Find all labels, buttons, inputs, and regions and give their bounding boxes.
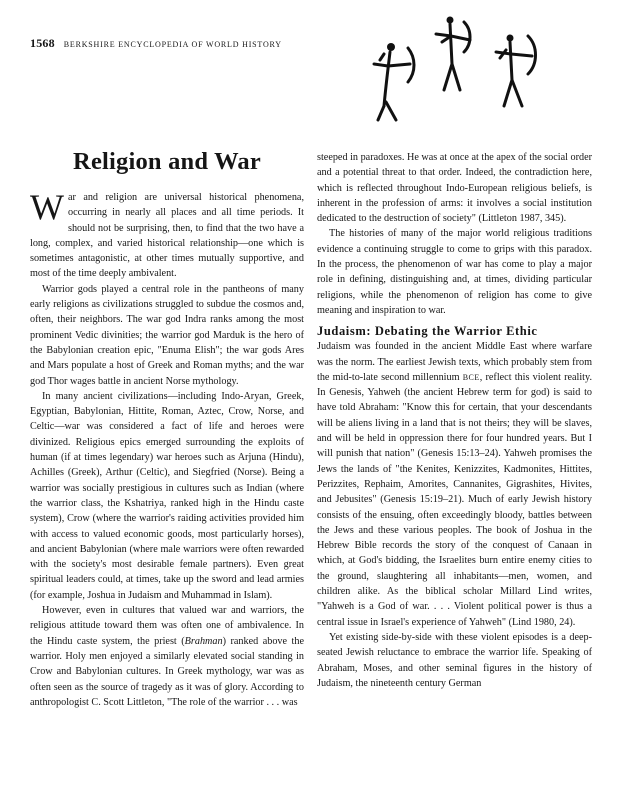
article-title: Religion and War bbox=[73, 148, 261, 175]
drop-cap: W bbox=[30, 187, 64, 227]
body-paragraph: The histories of many of the major world religious traditions evidence a continuing struggle to come to grips with this paradox. In the process, the phenomenon of war has come to play a major role in defining, distinguishing and, at times, dividing particular religions, while the phenomenon of religion has come to give meaning and inspiration to war. bbox=[317, 228, 592, 316]
running-title: BERKSHIRE ENCYCLOPEDIA OF WORLD HISTORY bbox=[63, 40, 282, 49]
section-heading: Judaism: Debating the Warrior Ethic bbox=[317, 324, 538, 339]
rock-art-archers-icon bbox=[360, 14, 560, 126]
right-column bbox=[317, 150, 592, 691]
body-paragraph: steeped in paradoxes. He was at once at the apex of the social order and a potential threat to that order. Indeed, the contradiction here, which is reflected throughout Indo-European religious beliefs, is inherent in the profession of arms: it involves a social institution dedicated to the destruction of society" (Littleton 1987, 345). bbox=[317, 152, 592, 225]
body-paragraph: However, even in cultures that valued war and warriors, the religious attitude toward them was often one of ambivalence. In the Hindu caste system, the priest (Brahman) ranked above the warrior. Holy men enjoyed a similarly elevated social standing in Crow and Babylonian cultures. In Greek mythology, war was as often seen as the source of tragedy as it was of glory. According to anthropologist C. Scott Littleton, "The role of the warrior . . . was bbox=[30, 605, 304, 708]
body-paragraph: In many ancient civilizations—including Indo-Aryan, Greek, Egyptian, Babylonian, Hittite, Roman, Aztec, Crow, Norse, and Celtic—war was considered a fact of life and heroes were divinized. Religious epics emerged surrounding the exploits of human (if at times legendary) war heroes such as Arjuna (Hindu), Achilles (Greek), Arthur (Celtic), and Siegfried (Norse). Being a warrior was socially prestigious in cultures such as Indian (where the warrior class, the Kshatriya, ranked high in the Hindu caste system), Crow (where the warrior's raiding activities provided him with access to valued economic goods, most particularly horses), and ancient Babylonian (where male warriors were often rewarded with the society's most desirable female partners). Even great spiritual leaders could, at times, take up the sword and lead armies (for example, Joshua in Judaism and Muhammad in Islam). bbox=[30, 390, 304, 601]
era-abbrev: BCE bbox=[462, 372, 480, 382]
running-header bbox=[30, 36, 282, 51]
intro-paragraph: War and religion are universal historical phenomena, occurring in nearly all places and all time periods. It should not be surprising, then, to find that the two have a long, complex, and varied historical relationship—one which is sometimes antagonistic, at other times mutually supportive, and most of the time deeply ambivalent. bbox=[30, 187, 304, 280]
left-column bbox=[30, 187, 304, 710]
body-paragraph: Judaism was founded in the ancient Middle East where warfare was the norm. The earliest Jewish texts, which probably stem from the mid-to-late second millennium BCE, reflect this violent reality. In Genesis, Yahweh (the ancient Hebrew term for god) is said to have told Abraham: "Know this for certain, that your descendants will be aliens living in a land that is not theirs; they will be slaves, and will be held in oppression there for four hundred years. But I will punish that nation" (Genesis 15:13–24). Yahweh promises the Jews the lands of "the Kenites, Kenizzites, Kadmonites, Hittites, Perizzites, Rephaim, Amorites, Cannanites, Gigrashites, Hivites, and Jebusites" (Genesis 15:19–21). Much of early Jewish history consists of the ensuing, often exceedingly bloody, battles between the Jews and these various peoples. The book of Joshua in the Hebrew Bible records the story of the conquest of Canaan in which, at God's bidding, the Israelites burn entire enemy cities to the ground, slaughtering all inhabitants—men, women, and children alike. As the biblical scholar Millard Lind writes, "Yahweh is a God of war. . . . Violent political power is thus a central issue in Israel's experience of Yahweh" (Lind 1980, 24). bbox=[317, 341, 592, 628]
italic-term: Brahman bbox=[184, 635, 223, 647]
page-number: 1568 bbox=[30, 36, 55, 50]
body-paragraph: Warrior gods played a central role in the pantheons of many early religions as civilizations struggled to subdue the cosmos and, often, their neighbors. The war god Indra ranks among the most prominent Vedic divinities; the warrior god Marduk is the hero of the Babylonian creation epic, "Enuma Elish"; the war gods Ares and Mars populate a host of Greek and Roman myths; and the war god Thor wages battle in ancient Norse mythology. bbox=[30, 283, 304, 387]
body-paragraph: Yet existing side-by-side with these violent episodes is a deep-seated Jewish reluctance to embrace the warrior life. Speaking of Abraham, Moses, and other seminal figures in the history of Judaism, the nineteenth century German bbox=[317, 631, 592, 689]
